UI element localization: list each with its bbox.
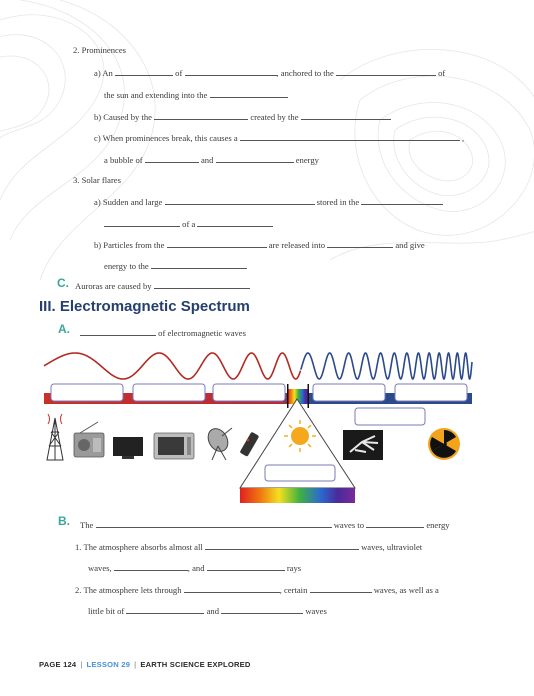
band-label-box[interactable] (395, 384, 467, 401)
text: and (200, 155, 214, 165)
text: of electromagnetic waves (158, 328, 246, 338)
band-label-box[interactable] (355, 408, 425, 425)
solar-flares-heading: 3. Solar flares (73, 175, 121, 185)
text: energy to the (104, 261, 149, 271)
prominences-heading: 2. Prominences (73, 45, 126, 55)
text: of (175, 68, 183, 78)
text: , and (187, 563, 205, 573)
footer-book: EARTH SCIENCE EXPLORED (140, 660, 251, 669)
text: b) Particles from the (94, 240, 165, 250)
text: energy (295, 155, 319, 165)
text: , certain (279, 585, 308, 595)
section-b-item-1-cont (88, 561, 301, 574)
section-b-letter: B. (58, 514, 70, 528)
text: waves, (88, 563, 112, 573)
text: 1. The atmosphere absorbs almost all (75, 542, 203, 552)
blank[interactable] (221, 604, 303, 614)
section-c-letter: C. (57, 276, 69, 290)
blank[interactable] (184, 583, 280, 593)
band-label-box[interactable] (133, 384, 205, 401)
text: of (438, 68, 446, 78)
satellite-dish-icon (204, 425, 232, 460)
visible-marker (308, 384, 310, 408)
text: b) Caused by the (94, 112, 152, 122)
remote-control-icon (240, 432, 260, 457)
blank[interactable] (207, 561, 285, 571)
text: waves, as well as a (373, 585, 439, 595)
section-iii-title: III. Electromagnetic Spectrum (39, 298, 250, 315)
television-icon (113, 437, 143, 459)
text: waves (305, 606, 327, 616)
blank[interactable] (310, 583, 372, 593)
radio-tower-icon (47, 414, 63, 460)
section-b-text (80, 518, 450, 531)
text: and give (395, 240, 425, 250)
text: little bit of (88, 606, 125, 616)
blank[interactable] (205, 540, 359, 550)
blank[interactable] (114, 561, 188, 571)
text: a) An (94, 68, 113, 78)
band-label-box[interactable] (51, 384, 123, 401)
text: , anchored to the (276, 68, 334, 78)
em-wave (44, 353, 472, 379)
radiation-icon (428, 428, 460, 460)
section-b-item-2-cont (88, 604, 327, 617)
text: a bubble of (104, 155, 143, 165)
footer-page: PAGE 124 (39, 660, 77, 669)
text: waves, ultraviolet (361, 542, 423, 552)
footer-lesson: LESSON 29 (86, 660, 131, 669)
visible-spectrum-gradient (240, 488, 355, 503)
band-label-box[interactable] (213, 384, 285, 401)
page-footer (39, 660, 251, 669)
text: rays (286, 563, 302, 573)
footer-separator: | (80, 660, 83, 669)
text: created by the (250, 112, 299, 122)
section-b-item-1 (75, 540, 422, 553)
microwave-icon (154, 433, 194, 459)
text: c) When prominences break, this causes a (94, 133, 238, 143)
text: The (80, 520, 94, 530)
blank[interactable] (96, 518, 332, 528)
blank[interactable] (366, 518, 424, 528)
text: are released into (268, 240, 326, 250)
text: of a (182, 219, 196, 229)
band-label-box[interactable] (313, 384, 385, 401)
text: and (206, 606, 220, 616)
section-a-letter: A. (58, 322, 70, 336)
text: waves to (333, 520, 364, 530)
footer-separator: | (134, 660, 137, 669)
visible-marker (287, 384, 289, 408)
section-b-item-2 (75, 583, 439, 596)
text: a) Sudden and large (94, 197, 163, 207)
wave-segment (44, 353, 300, 379)
text: 2. The atmosphere lets through (75, 585, 182, 595)
radio-icon (74, 422, 104, 457)
x-ray-hand-icon (343, 430, 383, 460)
text: Auroras are caused by (75, 281, 152, 291)
text: the sun and extending into the (104, 90, 208, 100)
visible-label-box[interactable] (265, 465, 335, 481)
text: , (462, 133, 465, 143)
text: stored in the (316, 197, 360, 207)
wave-segment (301, 353, 472, 379)
text: energy (426, 520, 450, 530)
blank[interactable] (126, 604, 204, 614)
